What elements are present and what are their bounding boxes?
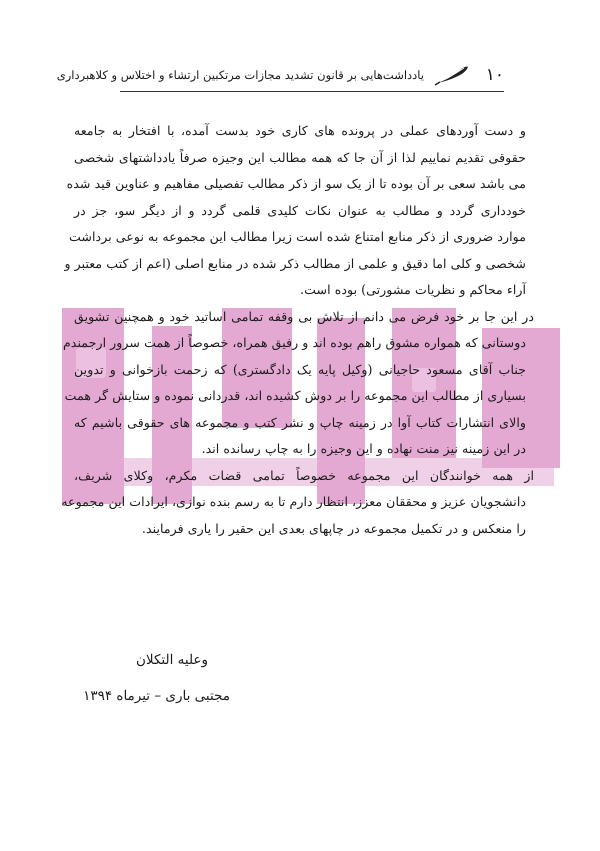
paragraph-1-line: آراء محاکم و نظریات مشورتی) بوده است. (300, 282, 526, 297)
paragraph-3-line: از همه خوانندگان این مجموعه خصوصاً تمامی قضات مکرم، وکلای شریف، (74, 467, 534, 483)
paragraph-2-line: در این زمینه نیز منت نهاده و این وجیزه را به چاپ رسانده اند. (201, 441, 526, 456)
paragraph-1-line: حقوقی تقدیم نماییم لذا از آن جا که همه مطالب این وجیزه صرفاً یادداشتهای شخصی (74, 149, 526, 165)
paragraph-1-line: شخصی و کلی اما دقیق و علمی از مطالب ذکر شده در منابع اصلی (اعم از کتب معتبر و (64, 255, 526, 271)
page-header (56, 62, 504, 88)
paragraph-2-line: بسیاری از مطالب این مجموعه را بر دوش کشیده اند، قدردانی نموده و ستایش گر همت (64, 388, 526, 403)
author-signature: مجتبی باری – تیرماه ۱۳۹۴ (83, 688, 230, 704)
paragraph-1-line: موارد ضروری از ذکر منابع امتناع شده است زیرا مطالب این مجموعه به نوعی برداشت (68, 229, 526, 244)
paragraph-2-line: جناب آقای مسعود حاجیانی (وکیل پایه یک دادگستری) که زحمت بازخوانی و تدوین (74, 361, 526, 377)
paragraph-1-line: و دست آوردهای عملی در پرونده های کاری خود بدست آمده، با افتخار به جامعه (74, 123, 526, 138)
quill-pen-icon (434, 64, 470, 86)
header-divider (120, 91, 504, 92)
paragraph-2-line: والای انتشارات کتاب آوا در زمینه چاپ و نشر کتب و مجموعه های حقوقی باشیم که (74, 414, 526, 430)
paragraph-3-line: را منعکس و در تکمیل مجموعه در چاپهای بعدی این حقیر را یاری فرمایند. (141, 520, 526, 536)
page-number: ۱۰ (485, 65, 504, 85)
closing-phrase: وعلیه التکلان (135, 652, 208, 668)
paragraph-2-line: دوستانی که همواره مشوق راهم بوده اند و رفیق همراه، خصوصاً از همت سرور ارجمندم (62, 335, 526, 350)
paragraph-2-line: در این جا بر خود فرض می دانم از تلاش بی وقفه تمامی اساتید خود و همچنین تشویق (74, 308, 534, 324)
body-text (61, 118, 534, 542)
paragraph-1-line: می باشد سعی بر آن بوده تا از یک سو از ذکر مطالب تفصیلی مفاهیم و عناوین قید شده (66, 176, 526, 191)
running-header-title: یادداشت‌هایی بر قانون تشدید مجازات مرتکبین ارتشاء و اختلاس و کلاهبرداری (56, 68, 424, 82)
paragraph-3-line: دانشجویان عزیز و محققان معزز، انتظار دارم تا به رسم بنده نوازی، ایرادات این مجموعه (61, 494, 526, 509)
paragraph-1-line: خودداری گردد و مطالب به عنوان نکات کلیدی قلمی گردد و از دیگر سو، جز در (74, 202, 526, 218)
